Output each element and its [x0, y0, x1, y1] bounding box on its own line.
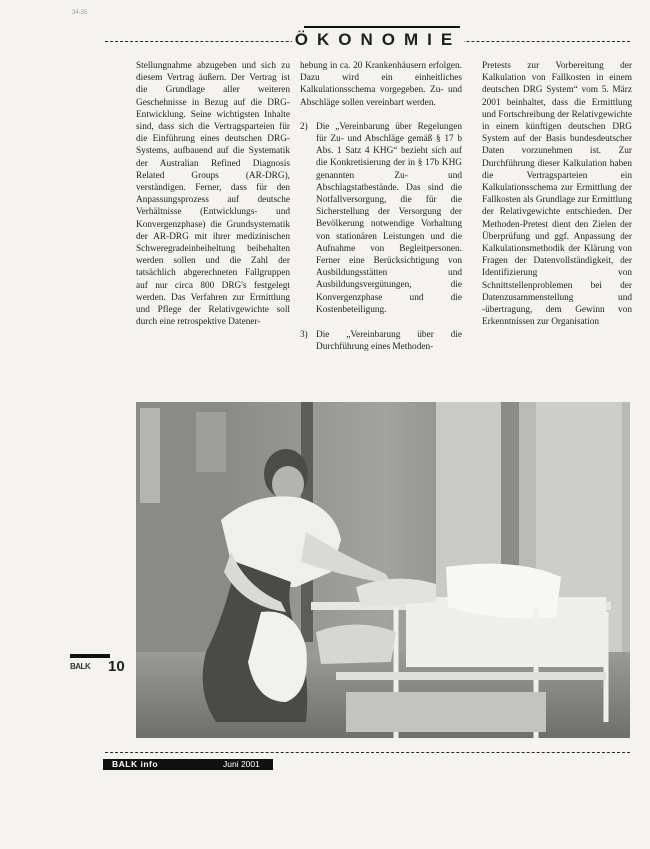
article-photo	[136, 402, 630, 738]
list-item	[300, 329, 462, 353]
text-column-2	[300, 60, 462, 366]
list-item-number: 2)	[300, 121, 308, 132]
section-title: ÖKONOMIE	[292, 26, 464, 52]
footer-date: Juni 2001	[223, 759, 260, 769]
text-column-3	[482, 60, 632, 328]
corner-mark: 34-35	[72, 10, 88, 16]
list-item	[300, 121, 462, 316]
marker-bar	[70, 654, 110, 658]
text-column-1	[136, 60, 290, 328]
list-item-text: Die „Vereinbarung über Regelungen für Zu- und Abschläge gemäß § 17 b Abs. 1 Satz 4 KHG“ bezieht sich auf die Konkretisierung der in § 17b KHG genannten Zu- und Abschlagstatbestände. Das sind die Notfallversorgung, die für die Sicherstellung der Versorgung der Bevölkerung notwendige Vorhaltung von stationären Leistungen und die Aufnahme von Begleitpersonen. Ferner eine Berücksichtigung von Ausbildungsstätten und Ausbildungsvergütungen, die Konvergenzphase und die Kostenbeteiligung.	[316, 121, 462, 315]
list-item-text: Die „Vereinbarung über die Durchführung eines Methoden-	[316, 330, 462, 353]
page-marker	[70, 654, 128, 676]
page-number: 10	[108, 658, 125, 675]
photo-nurse-linen-cart-icon	[136, 402, 630, 738]
footer-divider	[105, 752, 630, 753]
balk-logo: BALK	[70, 662, 91, 671]
column-3-text: Pretests zur Vorbereitung der Kalkulation von Fallkosten in einem deutschen DRG System“ vom 5. März 2001 beinhaltet, dass die Ermittlung und Fortschreibung der Relativgewichte in einem künftigen deutschen DRG System auf der Basis bundesdeutscher Daten vorzunehmen ist. Zur Durchführung dieser Kalkulation haben die Vertragsparteien ein Kalkulationsschema zur Ermittlung der Fallkosten als Grundlage zur Ermittlung der Relativgewichte entschieden. Der Methoden-Pretest dient den Zielen der Überprüfung und ggf. Anpassung der Kalkulationsmethodik der Klärung von Fragen der Datenvollständigkeit, der Identifizierung von Schnittstellenproblemen bei der Datenzusammenstellung und -übertragung, dem Gewinn von Erkenntnissen zur Organisation	[482, 61, 632, 328]
footer-publication: BALK info	[112, 759, 159, 769]
list-item-number: 3)	[300, 330, 308, 341]
column-2-intro: hebung in ca. 20 Krankenhäusern erfolgen. Dazu wird ein einheitliches Kalkulationsschema vorgegeben. Zu- und Abschläge sollen vereinbart werden.	[300, 61, 462, 108]
footer-bar	[103, 759, 273, 770]
column-1-text: Stellungnahme abzugeben und sich zu diesem Vertrag äußern. Der Vertrag ist die Grundlage aller weiteren Geschehnisse in Bezug auf die DRG-Entwicklung. Seine wichtigsten Inhalte sind, dass sich die Vertragsparteien für die Einführung eines deutschen DRG-Systems, aufbauend auf die Systematik der Australian Refined Diagnosis Related Groups (AR-DRG), verständigen. Ferner, dass für den Anpassungsprozess auf deutsche Verhältnisse (Entwicklungs- und Konvergenzphase) die Grundsystematik der AR-DRG mit ihrer medizinischen Schweregradeinbeiheltung beibehalten werden sollen und die Zahl der tatsächlich abgerechneten Fallgruppen auf nur circa 800 DRG's festgelegt werden. Das Verfahren zur Ermittlung und Pflege der Relativgewichte soll durch eine retrospektive Datener-	[136, 61, 290, 328]
